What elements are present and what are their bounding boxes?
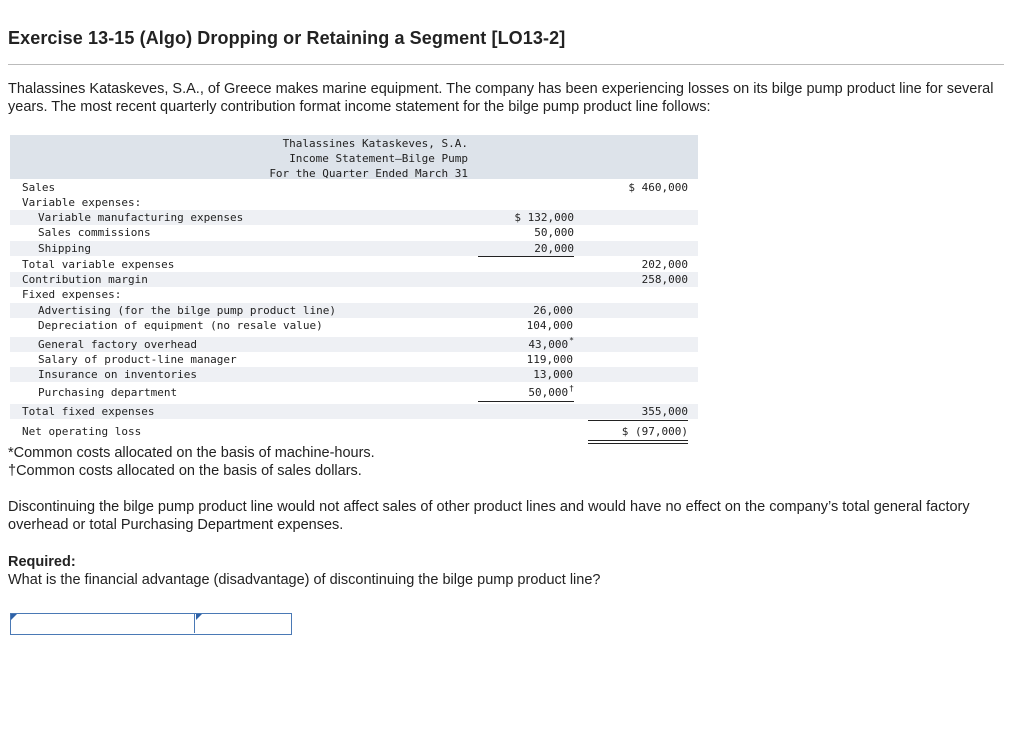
fixed-amount: 13,000 [533,368,573,381]
fixed-label: Depreciation of equipment (no resale value) [38,319,323,332]
contribution-label: Contribution margin [22,273,148,286]
net-loss-row [10,424,698,439]
fixed-label: Salary of product-line manager [38,353,237,366]
asterisk-mark: * [569,336,574,345]
answer-row [10,613,292,635]
cell-flag-icon [11,614,17,620]
fixed-row [10,352,698,367]
contribution-row [10,272,698,287]
variable-row [10,241,698,256]
variable-row [10,210,698,225]
answer-label-cell[interactable] [11,614,195,633]
double-underline [588,440,688,441]
double-underline [588,443,688,444]
variable-amount: $ 132,000 [514,211,574,224]
net-loss-amount: $ (97,000) [621,425,688,438]
total-fixed-amount: 355,000 [641,405,688,418]
footnote-sales-dollars: †Common costs allocated on the basis of sales dollars. [8,463,362,479]
fixed-label: Advertising (for the bilge pump product line) [38,304,337,317]
income-statement [10,135,698,455]
exercise-title: Exercise 13-15 (Algo) Dropping or Retaining a Segment [LO13-2] [8,28,566,48]
answer-amount-input[interactable] [196,614,290,633]
contribution-amount: 258,000 [641,273,688,286]
dagger-mark: † [569,384,574,393]
answer-amount-cell[interactable] [196,614,290,633]
statement-period: For the Quarter Ended March 31 [269,167,468,180]
sales-row [10,180,698,195]
total-fixed-label: Total fixed expenses [22,405,155,418]
footnotes [8,444,375,480]
fixed-amount: 43,000* [528,336,574,351]
variable-heading: Variable expenses: [22,196,142,209]
title-divider [8,64,1004,65]
variable-amount: 20,000 [534,242,574,255]
answer-label-input[interactable] [11,614,194,633]
statement-header [10,135,698,179]
fixed-row [10,318,698,333]
fixed-amount: 26,000 [533,304,573,317]
total-variable-amount: 202,000 [641,258,688,271]
statement-title: Income Statement—Bilge Pump [289,152,468,165]
sales-label: Sales [22,181,56,194]
fixed-label: Purchasing department [38,386,178,399]
variable-label: Shipping [38,242,91,255]
subtotal-line [478,401,574,402]
net-loss-label: Net operating loss [22,425,142,438]
intro-text: Thalassines Kataskeves, S.A., of Greece makes marine equipment. The company has been experiencing losses on its bilge pump product line for several years. The most recent quarterly contribution format income statement for the bilge pump product line follows: [8,81,994,115]
fixed-amount: 104,000 [526,319,573,332]
subtotal-line [588,420,688,421]
fixed-row [10,337,698,352]
fixed-label: Insurance on inventories [38,368,197,381]
fixed-row [10,385,698,400]
total-fixed-row [10,404,698,419]
total-variable-row [10,257,698,272]
variable-row [10,225,698,240]
footnote-machine-hours: *Common costs allocated on the basis of machine-hours. [8,445,375,461]
fixed-row [10,303,698,318]
required-question: What is the financial advantage (disadvantage) of discontinuing the bilge pump product line? [8,572,601,588]
discontinue-paragraph: Discontinuing the bilge pump product line would not affect sales of other product lines and would have no effect on the company’s total general factory overhead or total Purchasing Department expenses. [8,499,970,533]
variable-heading-row [10,195,698,210]
fixed-row [10,367,698,382]
required-label: Required: [8,554,76,570]
required-section [8,553,600,589]
fixed-amount: 119,000 [526,353,573,366]
variable-label: Sales commissions [38,226,151,239]
fixed-amount: 50,000† [528,384,574,399]
cell-flag-icon [196,614,202,620]
variable-label: Variable manufacturing expenses [38,211,244,224]
sales-total: $ 460,000 [628,181,688,194]
variable-amount: 50,000 [534,226,574,239]
company-name: Thalassines Kataskeves, S.A. [282,137,468,150]
fixed-heading: Fixed expenses: [22,288,122,301]
fixed-heading-row [10,287,698,302]
fixed-label: General factory overhead [38,338,197,351]
total-variable-label: Total variable expenses [22,258,175,271]
